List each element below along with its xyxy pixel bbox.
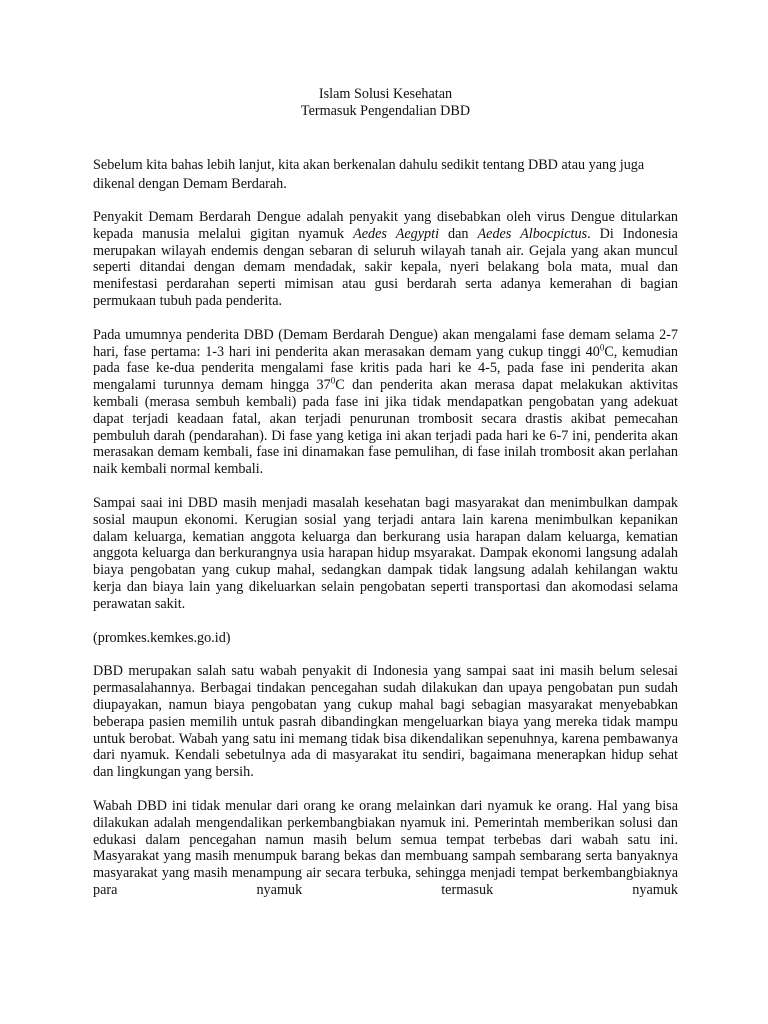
paragraph-intro: Sebelum kita bahas lebih lanjut, kita akan berkenalan dahulu sedikit tentang DBD atau yang juga dikenal dengan Demam Berdarah.	[93, 157, 645, 192]
paragraph-transmission: Wabah DBD ini tidak menular dari orang ke orang melainkan dari nyamuk ke orang. Hal yang bisa dilakukan adalah mengendalikan perkembangbiakan nyamuk ini. Pemerintah memberikan solusi dan edukasi dalam pencegahan namun masih belum semua tempat terbebas dari wabah satu ini. Masyarakat yang masih menumpuk barang bekas dan membuang sampah sembarang serta banyaknya masyarakat yang masih menampung air secara terbuka, sehingga menjadi tempat berkembangbiaknya para nyamuk termasuk nyamuk	[93, 797, 678, 898]
paragraph-outbreak: DBD merupakan salah satu wabah penyakit di Indonesia yang sampai saat ini masih belum selesai permasalahannya. Berbagai tindakan pencegahan sudah dilakukan dan upaya pengobatan pun sudah diupayakan, namun biaya pengobatan yang cukup mahal bagi sebagian masyarakat menyebabkan beberapa pasien memilih untuk pasrah dibandingkan mengeluarkan biaya yang mereka tidak mampu untuk berobat. Wabah yang satu ini memang tidak bisa dikendalikan sepenuhnya, karena pembawanya dari nyamuk. Kendali sebetulnya ada di masyarakat itu sendiri, bagaimana menerapkan hidup sehat dan lingkungan yang bersih.	[93, 663, 678, 781]
paragraph-phases	[93, 327, 678, 478]
source-citation: (promkes.kemkes.go.id)	[93, 629, 231, 646]
paragraph-definition-text-b: dan	[439, 225, 478, 242]
paragraph-definition	[93, 209, 678, 310]
species-aedes-aegypti: Aedes Aegypti	[353, 225, 440, 242]
document-title	[93, 86, 678, 120]
degree-superscript-1: 0	[599, 341, 605, 352]
paragraph-phases-text-b: C, kemudian pada fase ke-dua penderita mengalami fase kritis pada hari ke 4-5, pada fase ini penderita akan mengalami turunnya demam hingga 37	[93, 343, 678, 394]
paragraph-phases-text-c: C dan penderita akan merasa dapat melakukan aktivitas kembali (merasa sembuh kembali) pada fase ini jika tidak mendapatkan pengobatan yang adekuat dapat terjadi keadaan fatal, akan terjadi penurunan trombosit secara drastis akibat pemecahan pembuluh darah (pendarahan). Di fase yang ketiga ini akan terjadi pada hari ke 6-7 ini, penderita akan merasakan demam kembali, fase ini dinamakan fase pemulihan, di fase inilah trombosit akan perlahan naik kembali normal kembali.	[93, 377, 678, 478]
paragraph-definition-text-a: Penyakit Demam Berdarah Dengue adalah penyakit yang disebabkan oleh virus Dengue ditularkan kepada manusia melalui gigitan nyamuk	[93, 209, 678, 242]
paragraph-impact: Sampai saai ini DBD masih menjadi masalah kesehatan bagi masyarakat dan menimbulkan dampak sosial maupun ekonomi. Kerugian sosial yang terjadi antara lain karena menimbulkan kepanikan dalam keluarga, kematian anggota keluarga dan berkurang usia harapan dalam keluarga, kematian anggota keluarga dan berkurangnya usia harapan hidup msyarakat. Dampak ekonomi langsung adalah biaya pengobatan yang cukup mahal, sedangkan dampak tidak langsung adalah kehilangan waktu kerja dan biaya lain yang dikeluarkan selain pengobatan seperti transportasi dan akomodasi selama perawatan sakit.	[93, 494, 678, 612]
paragraph-definition-text-c: . Di Indonesia merupakan wilayah endemis dengan sebaran di seluruh wilayah tanah air. Gejala yang akan muncul seperti ditandai dengan demam mendadak, sakir kepala, nyeri belakang bola mata, mual dan menifestasi perdarahan seperti mimisan atau gusi berdarah serta adanya kemerahan di bagian permukaan tubuh pada penderita.	[93, 225, 678, 309]
title-line-1: Islam Solusi Kesehatan	[318, 86, 453, 102]
degree-superscript-2: 0	[330, 375, 336, 386]
title-line-2: Termasuk Pengendalian DBD	[300, 103, 471, 119]
paragraph-phases-text-a: Pada umumnya penderita DBD (Demam Berdarah Dengue) akan mengalami fase demam selama 2-7 hari, fase pertama: 1-3 hari ini penderita akan merasakan demam yang cukup tinggi 40	[93, 326, 678, 360]
species-aedes-albopictus: Aedes Albocpictus	[477, 225, 588, 242]
